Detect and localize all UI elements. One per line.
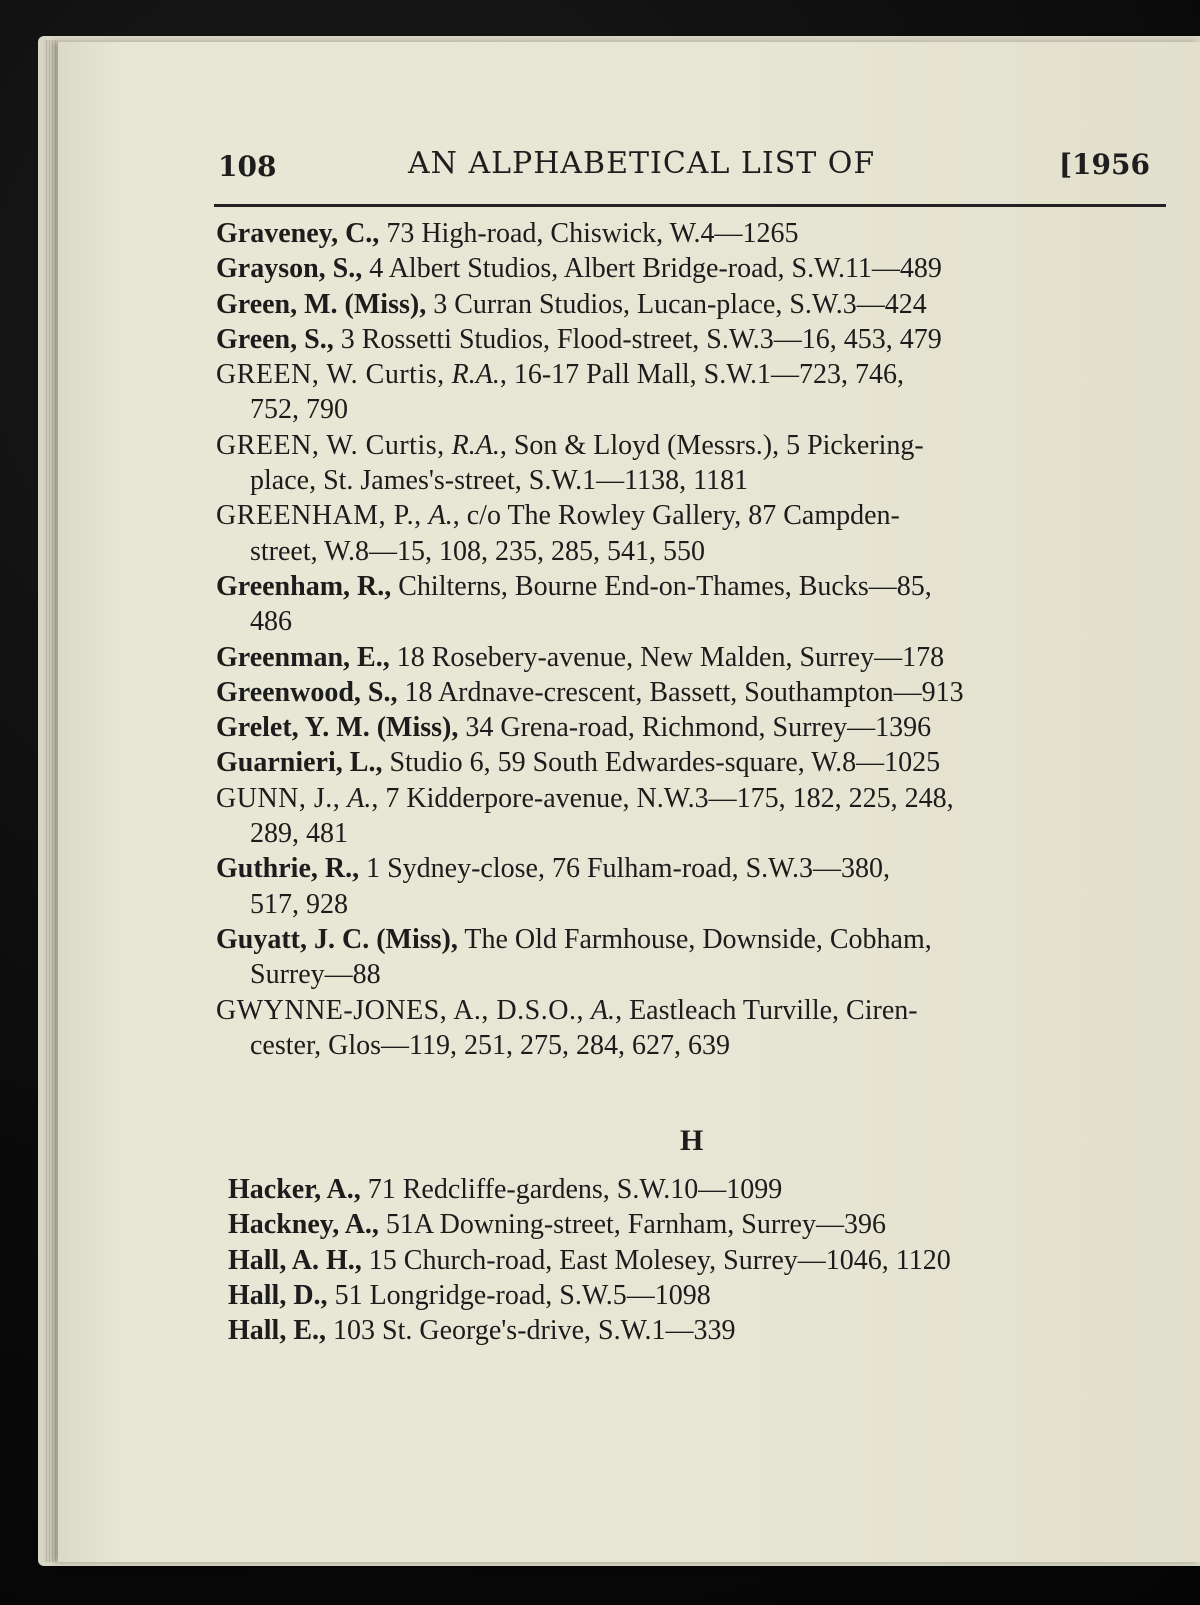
entry-continuation: place, St. James's-street, S.W.1—1138, 1181 (250, 465, 749, 497)
entry-address: 71 Redcliffe-gardens, S.W.10—1099 (360, 1174, 783, 1205)
entry-continuation: cester, Glos—119, 251, 275, 284, 627, 639 (250, 1029, 731, 1061)
entry-name: Hall, E., (228, 1315, 327, 1347)
list-item (216, 851, 1176, 922)
entry-name: Grayson, S., (216, 253, 363, 285)
list-item (228, 1313, 1168, 1348)
entry-address: 103 St. George's-drive, S.W.1—339 (326, 1315, 736, 1347)
entry-address: , 7 Kidderpore-avenue, N.W.3—175, 182, 225, 248, (371, 782, 954, 814)
entry-address: 34 Grena-road, Richmond, Surrey—1396 (458, 712, 932, 744)
entry-designation: A. (428, 500, 453, 532)
entry-address: The Old Farmhouse, Downside, Cobham, (457, 923, 932, 955)
entry-address: , Eastleach Turville, Ciren- (615, 994, 918, 1026)
list-item (216, 922, 1176, 993)
entry-address: 18 Ardnave-crescent, Bassett, Southampton—913 (397, 676, 964, 708)
entry-address: 4 Albert Studios, Albert Bridge-road, S.W.11—489 (362, 253, 942, 285)
page-header (218, 146, 1166, 190)
entry-name: GREEN, W. Curtis, (216, 359, 445, 391)
entry-continuation: 486 (250, 606, 292, 638)
entry-name: Grelet, Y. M. (Miss), (216, 712, 459, 744)
entry-address: Studio 6, 59 South Edwardes-square, W.8—1025 (382, 747, 941, 779)
entry-address: 15 Church-road, East Molesey, Surrey—1046, 1120 (361, 1244, 951, 1276)
entry-name: Greenman, E., (216, 641, 390, 673)
list-item (216, 287, 1176, 322)
entries-list-g (216, 216, 1176, 1063)
entry-address: 51A Downing-street, Farnham, Surrey—396 (378, 1209, 886, 1241)
entry-name: Guthrie, R., (216, 853, 360, 885)
entry-name: GREEN, W. Curtis, (216, 429, 445, 461)
entry-continuation: 289, 481 (250, 818, 348, 850)
entry-name: Guarnieri, L., (216, 747, 383, 779)
entry-continuation: 517, 928 (250, 888, 348, 920)
section-heading-h: H (680, 1124, 704, 1157)
running-title: AN ALPHABETICAL LIST OF (408, 146, 876, 181)
list-item (216, 675, 1176, 710)
entry-address: 1 Sydney-close, 76 Fulham-road, S.W.3—380, (359, 853, 891, 885)
entry-address: , c/o The Rowley Gallery, 87 Campden- (452, 500, 900, 532)
entry-designation: R.A. (451, 359, 500, 391)
entry-designation: A. (590, 994, 616, 1026)
list-item (228, 1243, 1168, 1278)
entry-name: Greenham, R., (216, 570, 392, 602)
entry-name: Green, S., (216, 323, 334, 355)
year-marker: [1956 (1058, 148, 1150, 181)
list-item (216, 322, 1176, 357)
list-item (216, 216, 1176, 251)
entry-address: 3 Curran Studios, Lucan-place, S.W.3—424 (426, 288, 927, 320)
entry-name: GUNN, J., (216, 782, 341, 814)
list-item (216, 357, 1176, 428)
entry-continuation: street, W.8—15, 108, 235, 285, 541, 550 (250, 535, 705, 567)
list-item (216, 781, 1176, 852)
entry-continuation: 752, 790 (250, 394, 348, 426)
entry-address: Chilterns, Bourne End-on-Thames, Bucks—85, (391, 570, 932, 602)
list-item (216, 569, 1176, 640)
list-item (228, 1172, 1168, 1207)
entry-address: 73 High-road, Chiswick, W.4—1265 (379, 218, 799, 249)
entry-name: Graveney, C., (216, 218, 380, 249)
list-item (228, 1278, 1168, 1313)
entry-name: Hackney, A., (228, 1209, 379, 1241)
entry-name: Hacker, A., (228, 1174, 361, 1205)
header-rule (214, 204, 1166, 207)
entry-name: GREENHAM, P., (216, 500, 422, 532)
entry-address: , Son & Lloyd (Messrs.), 5 Pickering- (499, 429, 924, 461)
entry-address: 51 Longridge-road, S.W.5—1098 (327, 1279, 711, 1311)
list-item (216, 710, 1176, 745)
page-edges (44, 40, 58, 1562)
entries-list-h (228, 1172, 1168, 1348)
list-item (228, 1207, 1168, 1242)
list-item (216, 498, 1176, 569)
entry-name: Hall, A. H., (228, 1244, 362, 1276)
list-item (216, 993, 1176, 1064)
entry-address: 18 Rosebery-avenue, New Malden, Surrey—178 (389, 641, 945, 673)
list-item (216, 745, 1176, 780)
list-item (216, 251, 1176, 286)
entry-designation: R.A. (451, 429, 500, 461)
entry-name: Guyatt, J. C. (Miss), (216, 923, 458, 955)
entry-name: GWYNNE-JONES, A., D.S.O., (216, 994, 584, 1026)
page-number: 108 (218, 150, 277, 183)
entry-continuation: Surrey—88 (250, 959, 381, 991)
list-item (216, 428, 1176, 499)
entry-name: Green, M. (Miss), (216, 288, 427, 320)
entry-name: Greenwood, S., (216, 676, 398, 708)
entry-name: Hall, D., (228, 1279, 328, 1311)
list-item (216, 640, 1176, 675)
entry-designation: A. (347, 782, 372, 814)
entry-address: , 16-17 Pall Mall, S.W.1—723, 746, (499, 359, 905, 391)
entry-address: 3 Rossetti Studios, Flood-street, S.W.3—16, 453, 479 (333, 323, 942, 355)
